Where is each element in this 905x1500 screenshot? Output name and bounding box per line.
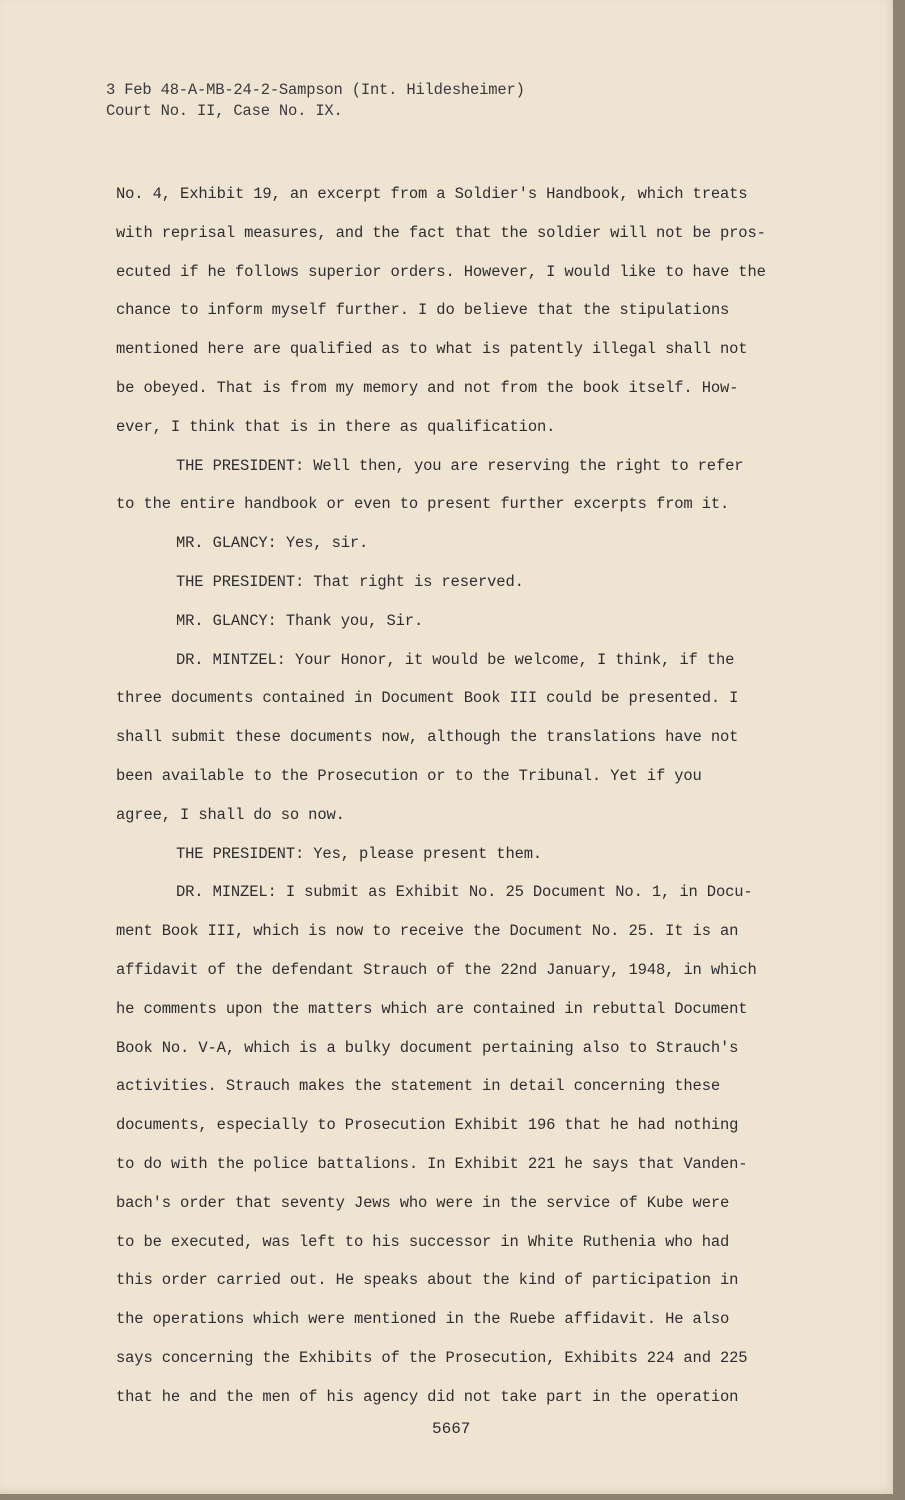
transcript-line: says concerning the Exhibits of the Prosecution, Exhibits 224 and 225	[116, 1348, 748, 1367]
transcript-line: ecuted if he follows superior orders. However, I would like to have the	[116, 262, 766, 281]
transcript-line: chance to inform myself further. I do believe that the stipulations	[116, 301, 730, 320]
transcript-line: THE PRESIDENT: That right is reserved.	[176, 572, 524, 591]
transcript-line: Book No. V-A, which is a bulky document pertaining also to Strauch's	[116, 1038, 739, 1057]
transcript-line: he comments upon the matters which are contained in rebuttal Document	[116, 999, 748, 1018]
transcript-line: THE PRESIDENT: Well then, you are reserving the right to refer	[176, 456, 744, 475]
transcript-line: agree, I shall do so now.	[116, 805, 345, 824]
header-line-2: Court No. II, Case No. IX.	[106, 102, 343, 120]
transcript-line: shall submit these documents now, although the translations have not	[116, 728, 739, 747]
transcript-line: been available to the Prosecution or to the Tribunal. Yet if you	[116, 766, 702, 785]
header-line-1: 3 Feb 48-A-MB-24-2-Sampson (Int. Hildesheimer)	[106, 81, 525, 99]
transcript-line: to do with the police battalions. In Exhibit 221 he says that Vanden-	[116, 1154, 748, 1173]
transcript-body	[116, 175, 806, 1417]
transcript-line: ment Book III, which is now to receive the Document No. 25. It is an	[116, 922, 739, 941]
transcript-line: activities. Strauch makes the statement in detail concerning these	[116, 1077, 721, 1096]
transcript-line: DR. MINZEL: I submit as Exhibit No. 25 Document No. 1, in Docu-	[176, 883, 753, 902]
scan-edge-right	[893, 0, 905, 1500]
transcript-line: the operations which were mentioned in the Ruebe affidavit. He also	[116, 1310, 730, 1329]
transcript-line: three documents contained in Document Book III could be presented. I	[116, 689, 739, 708]
transcript-line: THE PRESIDENT: Yes, please present them.	[176, 844, 543, 863]
transcript-line: ever, I think that is in there as qualification.	[116, 417, 556, 436]
page-number: 5667	[432, 1420, 471, 1438]
transcript-line: to be executed, was left to his successor in White Ruthenia who had	[116, 1232, 730, 1251]
transcript-line: MR. GLANCY: Yes, sir.	[176, 534, 369, 553]
scan-edge-bottom	[0, 1494, 905, 1500]
transcript-line: with reprisal measures, and the fact that the soldier will not be pros-	[116, 223, 766, 242]
transcript-line: No. 4, Exhibit 19, an excerpt from a Soldier's Handbook, which treats	[116, 185, 748, 203]
transcript-line: this order carried out. He speaks about the kind of participation in	[116, 1271, 739, 1290]
transcript-line: documents, especially to Prosecution Exhibit 196 that he had nothing	[116, 1116, 739, 1135]
transcript-line: affidavit of the defendant Strauch of the 22nd January, 1948, in which	[116, 960, 757, 979]
transcript-line: be obeyed. That is from my memory and not from the book itself. How-	[116, 378, 739, 397]
document-header	[106, 80, 525, 122]
transcript-line: DR. MINTZEL: Your Honor, it would be welcome, I think, if the	[176, 650, 735, 669]
transcript-line: bach's order that seventy Jews who were in the service of Kube were	[116, 1193, 730, 1212]
transcript-line: mentioned here are qualified as to what is patently illegal shall not	[116, 340, 748, 359]
transcript-line: that he and the men of his agency did not take part in the operation	[116, 1387, 739, 1406]
transcript-line: MR. GLANCY: Thank you, Sir.	[176, 611, 424, 630]
transcript-line: to the entire handbook or even to present further excerpts from it.	[116, 495, 730, 514]
